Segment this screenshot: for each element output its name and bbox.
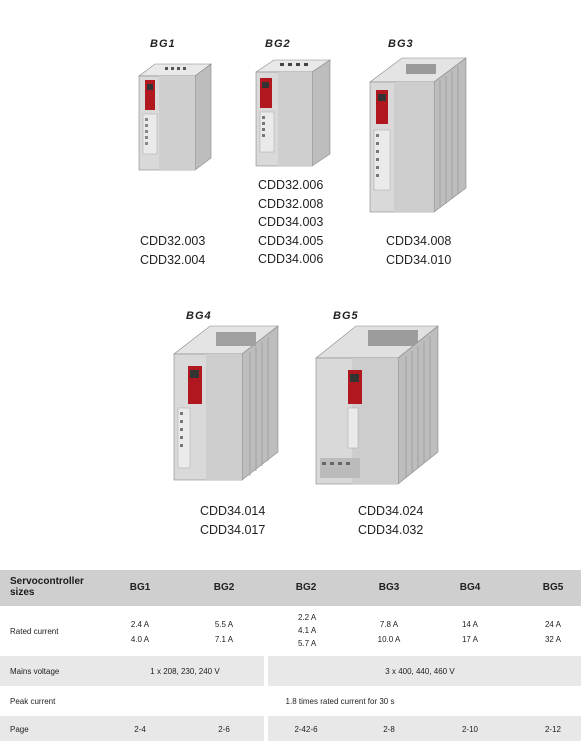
model-name: CDD34.032 xyxy=(358,522,424,537)
bg4-model-list xyxy=(200,502,265,539)
cell-value: 14 A xyxy=(461,620,478,629)
cell-value: 5.5 A xyxy=(214,620,234,629)
column-divider xyxy=(264,656,268,686)
bg1-model-list xyxy=(140,232,205,269)
table-row-rated-current xyxy=(0,606,581,656)
model-name: CDD34.010 xyxy=(386,252,452,267)
model-name: CDD32.008 xyxy=(258,196,324,211)
column-header: BG5 xyxy=(542,582,564,593)
column-header: BG1 xyxy=(129,582,151,593)
column-divider xyxy=(264,716,268,741)
device-label-bg2: BG2 xyxy=(265,38,291,50)
table-cell: 2-10 xyxy=(461,725,478,734)
servo-drive-bg2-image xyxy=(252,56,334,174)
table-cell: 2-4 xyxy=(134,725,146,734)
bg3-model-list xyxy=(386,232,451,269)
table-cell: 1.8 times rated current for 30 s xyxy=(285,697,395,706)
table-cell: 2-6 xyxy=(218,725,230,734)
row-label: Peak current xyxy=(10,697,56,706)
row-label: Rated current xyxy=(10,627,59,636)
cell-value: 17 A xyxy=(461,635,478,644)
cell-value: 4.1 A xyxy=(298,626,317,635)
column-divider xyxy=(264,606,268,656)
table-cell: 2-42-6 xyxy=(294,725,318,734)
servo-drive-bg1-image xyxy=(135,58,215,176)
cell-value: 7.8 A xyxy=(379,620,399,629)
model-name: CDD34.014 xyxy=(200,504,266,518)
column-header: BG2 xyxy=(295,582,317,593)
model-name: CDD32.004 xyxy=(140,252,206,267)
model-name: CDD32.003 xyxy=(140,234,206,248)
bg5-model-list xyxy=(358,502,423,539)
cell-value: 24 A xyxy=(544,620,561,629)
model-name: CDD34.006 xyxy=(258,252,324,266)
model-name: CDD34.017 xyxy=(200,522,266,537)
device-label-bg3: BG3 xyxy=(388,38,414,50)
column-header: BG3 xyxy=(378,582,400,593)
column-header: BG4 xyxy=(459,582,481,593)
table-cell xyxy=(369,619,409,645)
model-name: CDD34.003 xyxy=(258,215,324,229)
row-label: Page xyxy=(10,725,29,734)
servo-drive-bg5-image xyxy=(312,318,442,486)
cell-value: 4.0 A xyxy=(130,635,150,644)
column-header: BG2 xyxy=(213,582,235,593)
table-row-mains-voltage xyxy=(0,656,581,686)
table-cell: 2-8 xyxy=(383,725,395,734)
servo-drive-bg4-image xyxy=(170,318,282,486)
cell-value: 5.7 A xyxy=(298,639,317,648)
servo-drive-bg3-image xyxy=(366,52,470,218)
table-cell xyxy=(204,619,244,645)
table-cell: 3 x 400, 440, 460 V xyxy=(385,667,455,676)
device-label-bg4: BG4 xyxy=(186,310,212,322)
table-cell xyxy=(120,619,160,645)
device-label-bg1: BG1 xyxy=(150,38,176,50)
table-row-page xyxy=(0,716,581,741)
table-cell: 1 x 208, 230, 240 V xyxy=(150,667,220,676)
bg2-model-list xyxy=(258,176,323,269)
cell-value: 2.4 A xyxy=(130,620,150,629)
table-header-row xyxy=(0,570,581,606)
table-cell: 2-12 xyxy=(544,725,561,734)
model-name: CDD34.008 xyxy=(386,234,452,248)
table-row-peak-current xyxy=(0,686,581,716)
cell-value: 32 A xyxy=(544,635,561,644)
row-label: Mains voltage xyxy=(10,667,60,676)
table-cell xyxy=(450,619,490,645)
cell-value: 7.1 A xyxy=(214,635,234,644)
model-name: CDD34.005 xyxy=(258,233,324,248)
table-cell xyxy=(286,612,338,649)
device-label-bg5: BG5 xyxy=(333,310,359,322)
cell-value: 10.0 A xyxy=(377,635,401,644)
header-label: Servocontroller sizes xyxy=(10,576,84,598)
model-name: CDD34.024 xyxy=(358,504,424,518)
table-cell xyxy=(533,619,573,645)
cell-value: 2.2 A xyxy=(298,613,317,622)
model-name: CDD32.006 xyxy=(258,178,324,192)
